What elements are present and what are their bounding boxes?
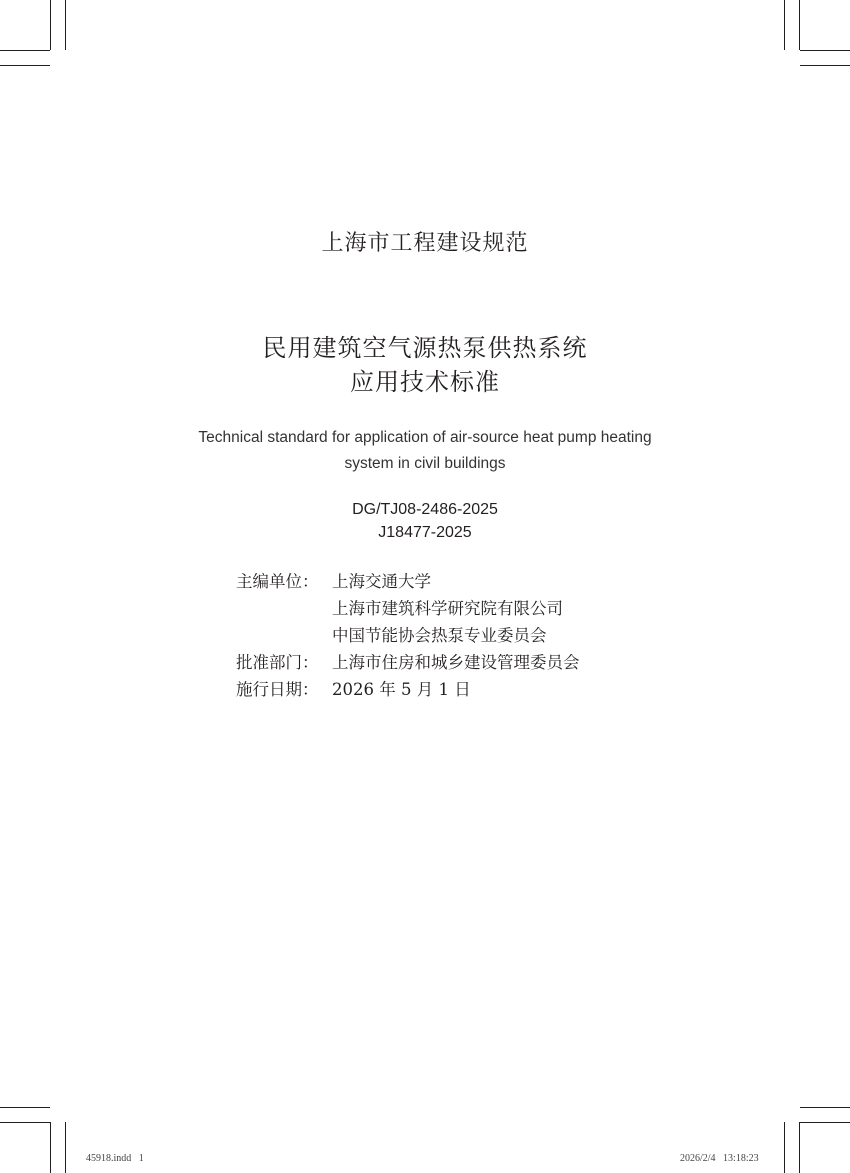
approval-department: 上海市住房和城乡建设管理委员会 bbox=[332, 653, 580, 672]
crop-mark bbox=[0, 50, 50, 51]
english-title bbox=[0, 425, 850, 477]
chief-editor-row bbox=[236, 595, 580, 622]
crop-mark bbox=[0, 1107, 50, 1108]
crop-mark bbox=[784, 0, 785, 50]
crop-mark bbox=[65, 0, 66, 50]
effective-date-row bbox=[236, 676, 580, 703]
crop-mark bbox=[0, 1122, 50, 1123]
footer-timestamp: 2026/2/4 13:18:23 bbox=[680, 1153, 759, 1164]
footer-filename: 45918.indd 1 bbox=[86, 1153, 144, 1164]
chief-editor-row bbox=[236, 622, 580, 649]
crop-mark bbox=[800, 1122, 850, 1123]
crop-mark bbox=[799, 0, 800, 50]
crop-mark bbox=[0, 65, 50, 66]
approval-label: 批准部门： bbox=[236, 653, 319, 672]
chief-editor-row bbox=[236, 568, 580, 595]
standard-codes bbox=[0, 498, 850, 544]
crop-mark bbox=[799, 1122, 800, 1173]
approval-row bbox=[236, 649, 580, 676]
crop-mark bbox=[800, 50, 850, 51]
series-title: 上海市工程建设规范 bbox=[321, 231, 529, 256]
title-line-1: 民用建筑空气源热泵供热系统 bbox=[262, 334, 588, 362]
effective-date-label: 施行日期： bbox=[236, 680, 319, 699]
standard-number: DG/TJ08-2486-2025 bbox=[352, 501, 498, 518]
title-line-2: 应用技术标准 bbox=[350, 368, 500, 396]
document-title bbox=[0, 331, 850, 399]
record-number: J18477-2025 bbox=[378, 524, 472, 541]
publication-info bbox=[236, 568, 580, 703]
effective-date: 2026 年 5 月 1 日 bbox=[332, 680, 471, 699]
english-title-line-2: system in civil buildings bbox=[344, 455, 506, 472]
crop-mark bbox=[50, 0, 51, 50]
chief-editor-label: 主编单位： bbox=[236, 572, 319, 591]
crop-mark bbox=[65, 1122, 66, 1173]
crop-mark bbox=[50, 1122, 51, 1173]
chief-editor-1: 上海交通大学 bbox=[332, 572, 431, 591]
english-title-line-1: Technical standard for application of air-source heat pump heating bbox=[198, 429, 652, 446]
crop-mark bbox=[800, 65, 850, 66]
chief-editor-2: 上海市建筑科学研究院有限公司 bbox=[332, 599, 563, 618]
crop-mark bbox=[784, 1122, 785, 1173]
chief-editor-3: 中国节能协会热泵专业委员会 bbox=[332, 626, 547, 645]
crop-mark bbox=[800, 1107, 850, 1108]
